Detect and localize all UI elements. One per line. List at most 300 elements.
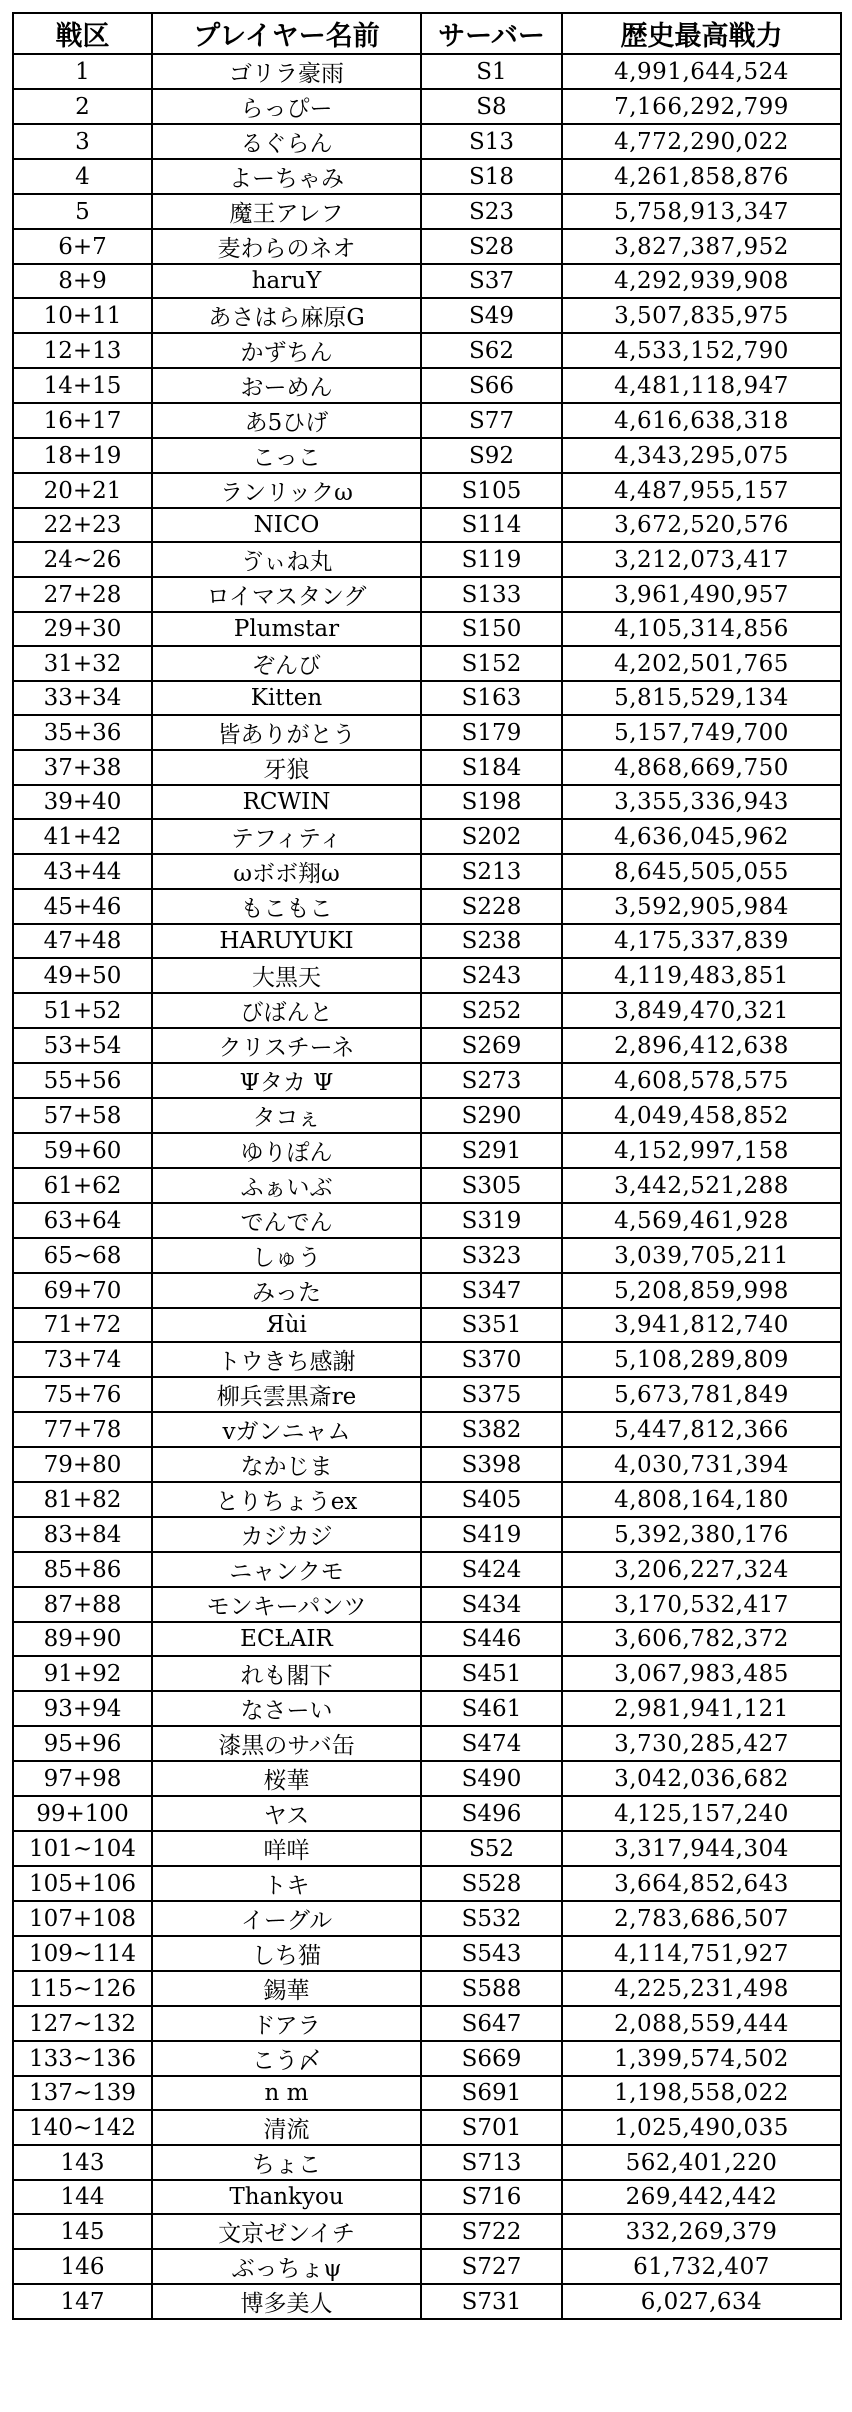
player-name-cell: vガンニャム (152, 1412, 421, 1447)
player-name-cell: とりちょうex (152, 1482, 421, 1517)
player-name-cell: 漆黒のサバ缶 (152, 1726, 421, 1761)
table-row (13, 298, 841, 333)
server-cell: S23 (421, 194, 562, 229)
max-power-cell: 4,533,152,790 (562, 333, 841, 368)
player-name-cell: カジカジ (152, 1517, 421, 1552)
max-power-cell: 5,208,859,998 (562, 1273, 841, 1308)
table-row (13, 681, 841, 715)
player-name-cell: 皆ありがとう (152, 715, 421, 750)
server-cell: S731 (421, 2284, 562, 2319)
war-zone-cell: 145 (13, 2214, 152, 2249)
max-power-cell: 3,206,227,324 (562, 1552, 841, 1587)
war-zone-cell: 107+108 (13, 1901, 152, 1936)
server-cell: S18 (421, 159, 562, 194)
player-name-cell: ECȽAIR (152, 1622, 421, 1656)
table-row (13, 368, 841, 403)
player-name-cell: 大黒天 (152, 958, 421, 993)
server-cell: S92 (421, 438, 562, 473)
player-name-cell: ドアラ (152, 2006, 421, 2041)
player-name-cell: こっこ (152, 438, 421, 473)
war-zone-cell: 35+36 (13, 715, 152, 750)
max-power-cell: 3,355,336,943 (562, 785, 841, 819)
table-row (13, 854, 841, 889)
war-zone-cell: 61+62 (13, 1168, 152, 1203)
player-name-cell: 博多美人 (152, 2284, 421, 2319)
player-name-cell: よーちゃみ (152, 159, 421, 194)
player-name-cell: しゅう (152, 1238, 421, 1273)
war-zone-cell: 127~132 (13, 2006, 152, 2041)
war-zone-cell: 87+88 (13, 1587, 152, 1622)
max-power-cell: 4,608,578,575 (562, 1063, 841, 1098)
server-cell: S528 (421, 1866, 562, 1901)
max-power-cell: 1,025,490,035 (562, 2110, 841, 2145)
table-row (13, 1726, 841, 1761)
war-zone-cell: 59+60 (13, 1133, 152, 1168)
server-cell: S13 (421, 124, 562, 159)
war-zone-cell: 147 (13, 2284, 152, 2319)
server-cell: S588 (421, 1971, 562, 2006)
player-name-cell: タコぇ (152, 1098, 421, 1133)
table-row (13, 1238, 841, 1273)
max-power-cell: 4,225,231,498 (562, 1971, 841, 2006)
war-zone-cell: 55+56 (13, 1063, 152, 1098)
table-row (13, 1308, 841, 1342)
war-zone-cell: 29+30 (13, 612, 152, 646)
war-zone-cell: 91+92 (13, 1656, 152, 1691)
server-cell: S496 (421, 1796, 562, 1831)
table-row (13, 2214, 841, 2249)
max-power-cell: 4,175,337,839 (562, 924, 841, 958)
server-cell: S323 (421, 1238, 562, 1273)
server-cell: S490 (421, 1761, 562, 1796)
player-name-cell: ニャンクモ (152, 1552, 421, 1587)
server-cell: S451 (421, 1656, 562, 1691)
table-row (13, 264, 841, 298)
max-power-cell: 1,399,574,502 (562, 2041, 841, 2076)
player-name-cell: ちょこ (152, 2145, 421, 2180)
player-name-cell: ωボボ翔ω (152, 854, 421, 889)
header-player-name: プレイヤー名前 (152, 13, 421, 54)
max-power-cell: 2,896,412,638 (562, 1028, 841, 1063)
table-row (13, 508, 841, 542)
player-name-cell: ぞんび (152, 646, 421, 681)
player-name-cell: ヤス (152, 1796, 421, 1831)
war-zone-cell: 140~142 (13, 2110, 152, 2145)
server-cell: S213 (421, 854, 562, 889)
server-cell: S8 (421, 89, 562, 124)
max-power-cell: 7,166,292,799 (562, 89, 841, 124)
max-power-cell: 4,868,669,750 (562, 750, 841, 785)
max-power-cell: 332,269,379 (562, 2214, 841, 2249)
server-cell: S273 (421, 1063, 562, 1098)
server-cell: S66 (421, 368, 562, 403)
server-cell: S77 (421, 403, 562, 438)
max-power-cell: 4,636,045,962 (562, 819, 841, 854)
war-zone-cell: 27+28 (13, 577, 152, 612)
table-row (13, 1273, 841, 1308)
max-power-cell: 3,672,520,576 (562, 508, 841, 542)
max-power-cell: 562,401,220 (562, 2145, 841, 2180)
war-zone-cell: 2 (13, 89, 152, 124)
table-row (13, 1622, 841, 1656)
max-power-cell: 5,157,749,700 (562, 715, 841, 750)
max-power-cell: 4,808,164,180 (562, 1482, 841, 1517)
table-row (13, 1901, 841, 1936)
table-row (13, 924, 841, 958)
max-power-cell: 4,772,290,022 (562, 124, 841, 159)
max-power-cell: 4,202,501,765 (562, 646, 841, 681)
max-power-cell: 4,119,483,851 (562, 958, 841, 993)
player-name-cell: でんでん (152, 1203, 421, 1238)
war-zone-cell: 10+11 (13, 298, 152, 333)
war-zone-cell: 24~26 (13, 542, 152, 577)
server-cell: S419 (421, 1517, 562, 1552)
server-cell: S1 (421, 54, 562, 89)
max-power-cell: 4,114,751,927 (562, 1936, 841, 1971)
war-zone-cell: 8+9 (13, 264, 152, 298)
table-row (13, 646, 841, 681)
war-zone-cell: 63+64 (13, 1203, 152, 1238)
war-zone-cell: 45+46 (13, 889, 152, 924)
table-row (13, 1656, 841, 1691)
server-cell: S198 (421, 785, 562, 819)
table-row (13, 1552, 841, 1587)
war-zone-cell: 3 (13, 124, 152, 159)
war-zone-cell: 6+7 (13, 229, 152, 264)
war-zone-cell: 43+44 (13, 854, 152, 889)
server-cell: S382 (421, 1412, 562, 1447)
player-name-cell: もこもこ (152, 889, 421, 924)
server-cell: S238 (421, 924, 562, 958)
war-zone-cell: 89+90 (13, 1622, 152, 1656)
max-power-cell: 4,125,157,240 (562, 1796, 841, 1831)
war-zone-cell: 144 (13, 2180, 152, 2214)
player-name-cell: Kitten (152, 681, 421, 715)
server-cell: S290 (421, 1098, 562, 1133)
max-power-cell: 2,088,559,444 (562, 2006, 841, 2041)
server-cell: S228 (421, 889, 562, 924)
server-cell: S713 (421, 2145, 562, 2180)
max-power-cell: 4,616,638,318 (562, 403, 841, 438)
player-name-cell: るぐらん (152, 124, 421, 159)
server-cell: S543 (421, 1936, 562, 1971)
war-zone-cell: 146 (13, 2249, 152, 2284)
war-zone-cell: 1 (13, 54, 152, 89)
player-name-cell: ランリックω (152, 473, 421, 508)
max-power-cell: 4,152,997,158 (562, 1133, 841, 1168)
server-cell: S347 (421, 1273, 562, 1308)
max-power-cell: 3,961,490,957 (562, 577, 841, 612)
table-row (13, 229, 841, 264)
table-row (13, 1587, 841, 1622)
server-cell: S291 (421, 1133, 562, 1168)
player-name-cell: しち猫 (152, 1936, 421, 1971)
war-zone-cell: 16+17 (13, 403, 152, 438)
server-cell: S446 (421, 1622, 562, 1656)
server-cell: S252 (421, 993, 562, 1028)
player-name-cell: テフィティ (152, 819, 421, 854)
player-name-cell: HARUYUKI (152, 924, 421, 958)
player-name-cell: らっぴー (152, 89, 421, 124)
table-row (13, 1098, 841, 1133)
server-cell: S424 (421, 1552, 562, 1587)
max-power-cell: 4,343,295,075 (562, 438, 841, 473)
player-name-cell: 柳兵雲黒斎re (152, 1377, 421, 1412)
table-row (13, 993, 841, 1028)
header-server: サーバー (421, 13, 562, 54)
player-name-cell: イーグル (152, 1901, 421, 1936)
player-name-cell: ゔぃね丸 (152, 542, 421, 577)
max-power-cell: 4,991,644,524 (562, 54, 841, 89)
table-row (13, 785, 841, 819)
max-power-cell: 3,170,532,417 (562, 1587, 841, 1622)
player-name-cell: n m (152, 2076, 421, 2110)
player-name-cell: 錫華 (152, 1971, 421, 2006)
server-cell: S184 (421, 750, 562, 785)
server-cell: S37 (421, 264, 562, 298)
max-power-cell: 3,317,944,304 (562, 1831, 841, 1866)
table-row (13, 1063, 841, 1098)
table-row (13, 2180, 841, 2214)
player-name-cell: 桜華 (152, 1761, 421, 1796)
max-power-cell: 5,815,529,134 (562, 681, 841, 715)
max-power-cell: 2,783,686,507 (562, 1901, 841, 1936)
header-max-power: 歴史最高戦力 (562, 13, 841, 54)
war-zone-cell: 85+86 (13, 1552, 152, 1587)
player-name-cell: haruY (152, 264, 421, 298)
player-name-cell: あ5ひげ (152, 403, 421, 438)
war-zone-cell: 71+72 (13, 1308, 152, 1342)
table-row (13, 2041, 841, 2076)
max-power-cell: 3,042,036,682 (562, 1761, 841, 1796)
table-row (13, 1517, 841, 1552)
table-row (13, 1412, 841, 1447)
player-name-cell: トキ (152, 1866, 421, 1901)
table-row (13, 2284, 841, 2319)
war-zone-cell: 65~68 (13, 1238, 152, 1273)
max-power-cell: 2,981,941,121 (562, 1691, 841, 1726)
max-power-cell: 4,292,939,908 (562, 264, 841, 298)
table-row (13, 438, 841, 473)
server-cell: S398 (421, 1447, 562, 1482)
server-cell: S105 (421, 473, 562, 508)
table-row (13, 1796, 841, 1831)
war-zone-cell: 12+13 (13, 333, 152, 368)
player-name-cell: おーめん (152, 368, 421, 403)
war-zone-cell: 77+78 (13, 1412, 152, 1447)
max-power-cell: 3,039,705,211 (562, 1238, 841, 1273)
max-power-cell: 269,442,442 (562, 2180, 841, 2214)
player-name-cell: なかじま (152, 1447, 421, 1482)
max-power-cell: 6,027,634 (562, 2284, 841, 2319)
player-name-cell: トウきち感謝 (152, 1342, 421, 1377)
max-power-cell: 5,392,380,176 (562, 1517, 841, 1552)
player-name-cell: クリスチーネ (152, 1028, 421, 1063)
table-row (13, 1866, 841, 1901)
player-name-cell: あさはら麻原G (152, 298, 421, 333)
player-name-cell: Plumstar (152, 612, 421, 646)
table-row (13, 194, 841, 229)
player-name-cell: 文京ゼンイチ (152, 2214, 421, 2249)
max-power-cell: 3,212,073,417 (562, 542, 841, 577)
table-row (13, 1482, 841, 1517)
table-row (13, 542, 841, 577)
max-power-cell: 3,507,835,975 (562, 298, 841, 333)
war-zone-cell: 75+76 (13, 1377, 152, 1412)
war-zone-cell: 93+94 (13, 1691, 152, 1726)
max-power-cell: 3,849,470,321 (562, 993, 841, 1028)
table-row (13, 1447, 841, 1482)
server-cell: S370 (421, 1342, 562, 1377)
player-name-cell: 清流 (152, 2110, 421, 2145)
table-row (13, 1936, 841, 1971)
player-name-cell: ゴリラ豪雨 (152, 54, 421, 89)
max-power-cell: 5,447,812,366 (562, 1412, 841, 1447)
player-name-cell: ゆりぽん (152, 1133, 421, 1168)
war-zone-cell: 18+19 (13, 438, 152, 473)
server-cell: S722 (421, 2214, 562, 2249)
max-power-cell: 4,049,458,852 (562, 1098, 841, 1133)
server-cell: S319 (421, 1203, 562, 1238)
war-zone-cell: 33+34 (13, 681, 152, 715)
table-row (13, 1342, 841, 1377)
table-row (13, 1377, 841, 1412)
server-cell: S150 (421, 612, 562, 646)
war-zone-cell: 115~126 (13, 1971, 152, 2006)
war-zone-cell: 137~139 (13, 2076, 152, 2110)
server-cell: S727 (421, 2249, 562, 2284)
server-cell: S701 (421, 2110, 562, 2145)
server-cell: S716 (421, 2180, 562, 2214)
table-row (13, 2110, 841, 2145)
max-power-cell: 4,261,858,876 (562, 159, 841, 194)
player-name-cell: Thankyou (152, 2180, 421, 2214)
war-zone-cell: 95+96 (13, 1726, 152, 1761)
player-name-cell: モンキーパンツ (152, 1587, 421, 1622)
max-power-cell: 3,606,782,372 (562, 1622, 841, 1656)
war-zone-cell: 109~114 (13, 1936, 152, 1971)
table-row (13, 1831, 841, 1866)
max-power-cell: 3,664,852,643 (562, 1866, 841, 1901)
player-name-cell: Ψタカ Ψ (152, 1063, 421, 1098)
server-cell: S243 (421, 958, 562, 993)
war-zone-cell: 105+106 (13, 1866, 152, 1901)
server-cell: S119 (421, 542, 562, 577)
table-row (13, 124, 841, 159)
max-power-cell: 61,732,407 (562, 2249, 841, 2284)
ranking-table (12, 12, 842, 2320)
player-name-cell: NICO (152, 508, 421, 542)
table-row (13, 2249, 841, 2284)
max-power-cell: 8,645,505,055 (562, 854, 841, 889)
max-power-cell: 4,105,314,856 (562, 612, 841, 646)
table-row (13, 889, 841, 924)
player-name-cell: 牙狼 (152, 750, 421, 785)
server-cell: S49 (421, 298, 562, 333)
war-zone-cell: 5 (13, 194, 152, 229)
server-cell: S202 (421, 819, 562, 854)
server-cell: S179 (421, 715, 562, 750)
war-zone-cell: 39+40 (13, 785, 152, 819)
table-row (13, 2076, 841, 2110)
server-cell: S691 (421, 2076, 562, 2110)
max-power-cell: 5,758,913,347 (562, 194, 841, 229)
table-row (13, 715, 841, 750)
max-power-cell: 4,481,118,947 (562, 368, 841, 403)
war-zone-cell: 97+98 (13, 1761, 152, 1796)
server-cell: S152 (421, 646, 562, 681)
table-row (13, 1971, 841, 2006)
max-power-cell: 5,673,781,849 (562, 1377, 841, 1412)
server-cell: S114 (421, 508, 562, 542)
player-name-cell: 咩咩 (152, 1831, 421, 1866)
table-row (13, 577, 841, 612)
player-name-cell: みった (152, 1273, 421, 1308)
max-power-cell: 5,108,289,809 (562, 1342, 841, 1377)
max-power-cell: 4,487,955,157 (562, 473, 841, 508)
server-cell: S532 (421, 1901, 562, 1936)
war-zone-cell: 57+58 (13, 1098, 152, 1133)
table-row (13, 473, 841, 508)
table-row (13, 958, 841, 993)
server-cell: S269 (421, 1028, 562, 1063)
player-name-cell: RCWIN (152, 785, 421, 819)
war-zone-cell: 37+38 (13, 750, 152, 785)
server-cell: S434 (421, 1587, 562, 1622)
server-cell: S474 (421, 1726, 562, 1761)
max-power-cell: 3,827,387,952 (562, 229, 841, 264)
player-name-cell: れも閣下 (152, 1656, 421, 1691)
war-zone-cell: 31+32 (13, 646, 152, 681)
war-zone-cell: 22+23 (13, 508, 152, 542)
player-name-cell: Яùi (152, 1308, 421, 1342)
max-power-cell: 3,730,285,427 (562, 1726, 841, 1761)
player-name-cell: 魔王アレフ (152, 194, 421, 229)
max-power-cell: 3,442,521,288 (562, 1168, 841, 1203)
war-zone-cell: 101~104 (13, 1831, 152, 1866)
table-row (13, 159, 841, 194)
server-cell: S405 (421, 1482, 562, 1517)
max-power-cell: 1,198,558,022 (562, 2076, 841, 2110)
war-zone-cell: 79+80 (13, 1447, 152, 1482)
max-power-cell: 4,569,461,928 (562, 1203, 841, 1238)
table-row (13, 333, 841, 368)
player-name-cell: ふぁいぶ (152, 1168, 421, 1203)
server-cell: S351 (421, 1308, 562, 1342)
server-cell: S28 (421, 229, 562, 264)
max-power-cell: 3,592,905,984 (562, 889, 841, 924)
table-row (13, 403, 841, 438)
server-cell: S163 (421, 681, 562, 715)
server-cell: S52 (421, 1831, 562, 1866)
server-cell: S461 (421, 1691, 562, 1726)
war-zone-cell: 20+21 (13, 473, 152, 508)
server-cell: S669 (421, 2041, 562, 2076)
player-name-cell: ロイマスタング (152, 577, 421, 612)
table-row (13, 612, 841, 646)
server-cell: S647 (421, 2006, 562, 2041)
war-zone-cell: 47+48 (13, 924, 152, 958)
header-row (13, 13, 841, 54)
table-row (13, 2006, 841, 2041)
player-name-cell: なさーい (152, 1691, 421, 1726)
server-cell: S375 (421, 1377, 562, 1412)
player-name-cell: かずちん (152, 333, 421, 368)
header-war-zone: 戦区 (13, 13, 152, 54)
war-zone-cell: 51+52 (13, 993, 152, 1028)
player-name-cell: こう〆 (152, 2041, 421, 2076)
war-zone-cell: 53+54 (13, 1028, 152, 1063)
